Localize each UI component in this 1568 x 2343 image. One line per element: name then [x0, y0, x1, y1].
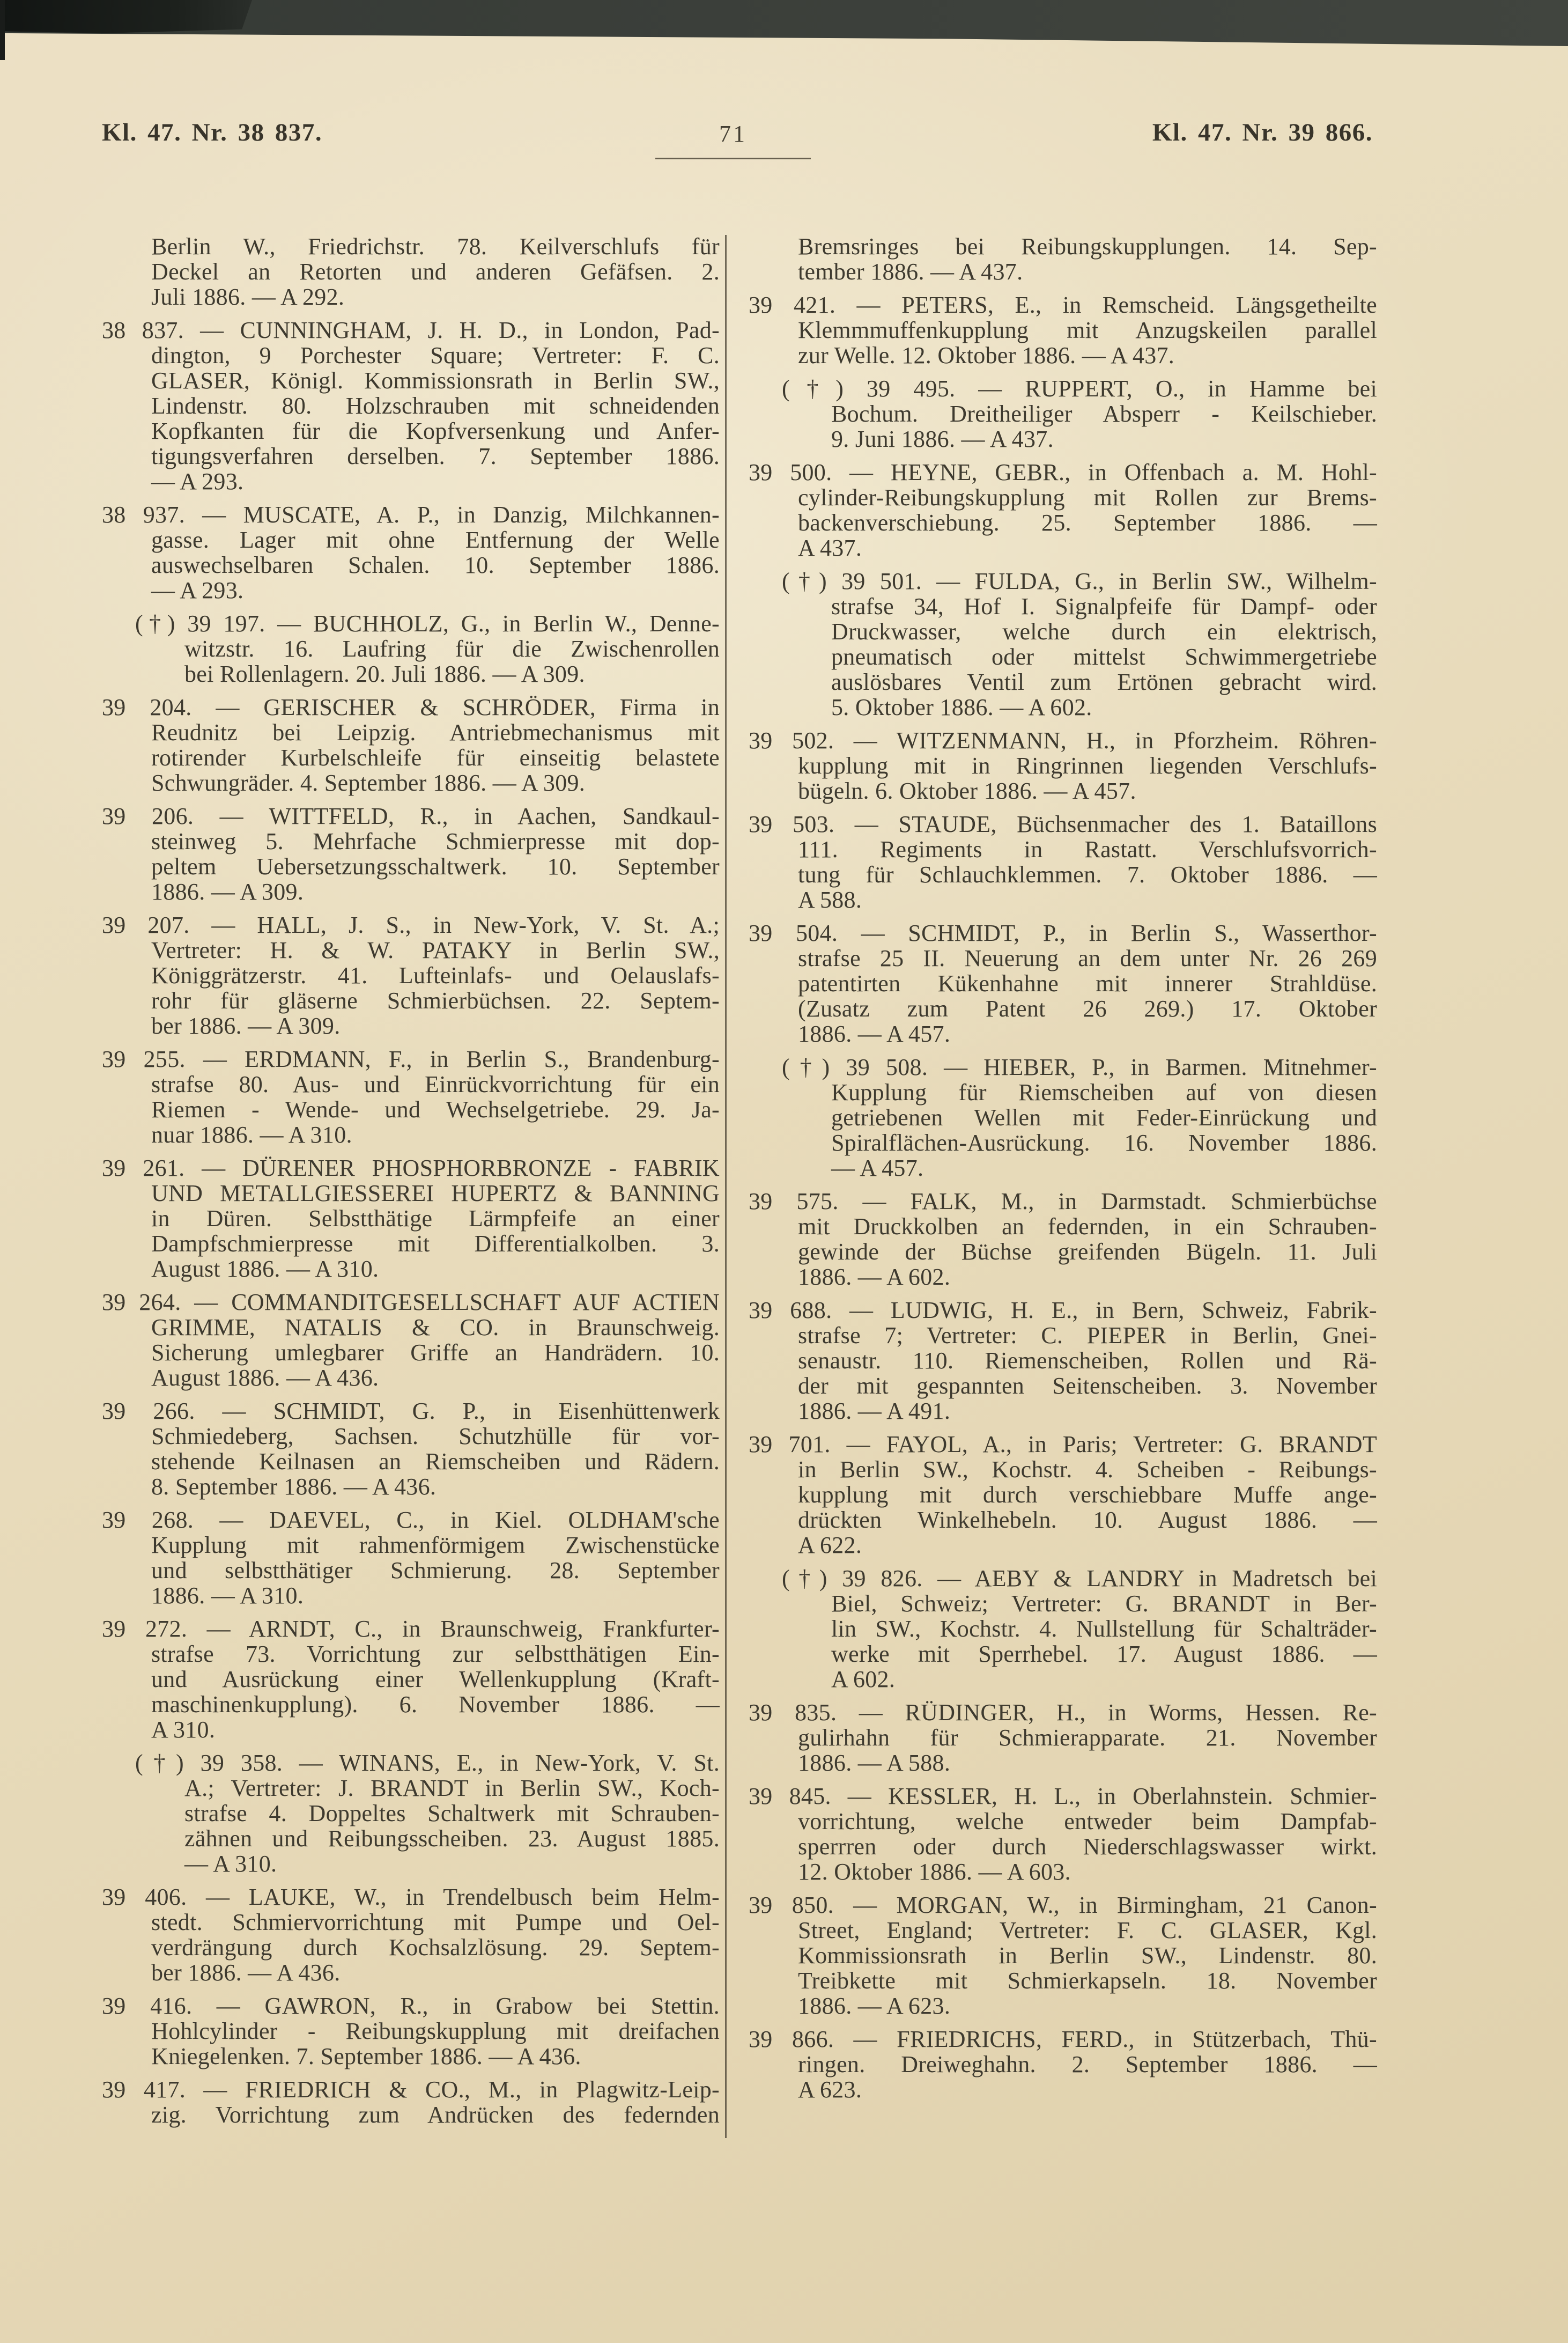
scan-background-left-edge — [0, 0, 5, 60]
entry-line: auslösbares Ventil zum Ertönen gebracht wird. — [831, 669, 1377, 695]
header-class-number-right: Kl. 47. Nr. 39 866. — [1152, 119, 1373, 146]
entry-line: steinweg 5. Mehrfache Schmierpresse mit dop- — [151, 828, 720, 854]
entry-line: rohr für gläserne Schmierbüchsen. 22. Septem- — [151, 988, 720, 1014]
entry-line: stehende Keilnasen an Riemscheiben und Rädern. — [151, 1448, 720, 1475]
entry-line: 39 502. — WITZENMANN, H., in Pforzheim. Röhren- — [749, 727, 1377, 754]
entry-line: August 1886. — A 310. — [151, 1256, 379, 1282]
patent-entry — [749, 292, 1377, 368]
patent-entry — [102, 1616, 720, 1742]
patent-entry — [749, 234, 1377, 284]
entry-line: stedt. Schmiervorrichtung mit Pumpe und Oel- — [151, 1909, 720, 1935]
entry-line: 39 835. — RÜDINGER, H., in Worms, Hessen. Re- — [749, 1699, 1377, 1726]
entry-line: Kniegelenken. 7. September 1886. — A 436. — [151, 2043, 581, 2069]
entry-line: Juli 1886. — A 292. — [151, 284, 345, 310]
patent-entry — [102, 2077, 720, 2127]
entry-line: bügeln. 6. Oktober 1886. — A 457. — [798, 778, 1136, 804]
column-divider-rule — [725, 235, 727, 2138]
entry-line: peltem Uebersetzungsschaltwerk. 10. September — [151, 853, 720, 880]
entry-line: 1886. — A 491. — [798, 1398, 951, 1424]
patent-entry — [782, 1566, 1377, 1692]
entry-line: Deckel an Retorten und anderen Gefäfsen. 2. — [151, 259, 720, 285]
entry-line: 1886. — A 588. — [798, 1750, 951, 1776]
entry-line: 39 264. — COMMANDITGESELLSCHAFT AUF ACTIEN — [102, 1289, 720, 1315]
patent-entry — [749, 728, 1377, 804]
patent-entry — [102, 1047, 720, 1147]
entry-line: A 623. — [798, 2076, 862, 2103]
entry-line: ber 1886. — A 309. — [151, 1013, 341, 1039]
entry-line: backenverschiebung. 25. September 1886. — — [798, 510, 1377, 536]
entry-line: UND METALLGIESSEREI HUPERTZ & BANNING — [151, 1180, 720, 1206]
entry-line: pneumatisch oder mittelst Schwimmergetriebe — [831, 644, 1377, 670]
header-class-number-left: Kl. 47. Nr. 38 837. — [102, 119, 323, 146]
entry-line: kupplung mit in Ringrinnen liegenden Verschlufs- — [798, 753, 1377, 779]
entry-line: der mit gespannten Seitenscheiben. 3. November — [798, 1373, 1377, 1399]
entry-line: Kupplung mit rahmenförmigem Zwischenstücke — [151, 1532, 720, 1558]
entry-line: drückten Winkelhebeln. 10. August 1886. — — [798, 1507, 1377, 1533]
patent-entry — [102, 1398, 720, 1499]
entry-line: Kopfkanten für die Kopfversenkung und Anfer- — [151, 418, 720, 444]
entry-line: auswechselbaren Schalen. 10. September 1886. — [151, 552, 720, 578]
patent-entry — [782, 376, 1377, 452]
entry-line: 39 416. — GAWRON, R., in Grabow bei Stettin. — [102, 1993, 720, 2019]
entry-line: 39 866. — FRIEDRICHS, FERD., in Stützerbach, Thü- — [749, 2026, 1377, 2052]
entry-line: Schwungräder. 4. September 1886. — A 309. — [151, 770, 586, 796]
entry-line: bei Rollenlagern. 20. Juli 1886. — A 309. — [184, 661, 585, 687]
patent-entry — [102, 502, 720, 603]
entry-line: verdrängung durch Kochsalzlösung. 29. Septem- — [151, 1934, 720, 1961]
entry-line: Spiralflächen-Ausrückung. 16. November 1886. — [831, 1130, 1377, 1156]
entry-line: zur Welle. 12. Oktober 1886. — A 437. — [798, 342, 1175, 369]
entry-line: 39 266. — SCHMIDT, G. P., in Eisenhüttenwerk — [102, 1398, 720, 1424]
patent-entry — [749, 1700, 1377, 1775]
entry-line: zähnen und Reibungsscheiben. 23. August 1885. — [184, 1825, 720, 1852]
entry-line: 38 837. — CUNNINGHAM, J. H. D., in London, Pad- — [102, 317, 720, 343]
entry-line: in Berlin SW., Kochstr. 4. Scheiben - Reibungs- — [798, 1456, 1377, 1483]
entry-line: strafse 34, Hof I. Signalpfeife für Dampf- oder — [831, 593, 1377, 620]
entry-line: GLASER, Königl. Kommissionsrath in Berlin SW., — [151, 367, 720, 394]
entry-line: tigungsverfahren derselben. 7. September 1886. — [151, 443, 720, 469]
entry-line: A.; Vertreter: J. BRANDT in Berlin SW., Koch- — [184, 1775, 720, 1801]
entry-line: getriebenen Wellen mit Feder-Einrückung und — [831, 1104, 1377, 1131]
entry-line: 5. Oktober 1886. — A 602. — [831, 694, 1092, 720]
entry-line: strafse 73. Vorrichtung zur selbstthätigen Ein- — [151, 1641, 720, 1667]
patent-entry — [135, 611, 720, 687]
entry-line: in Düren. Selbstthätige Lärmpfeife an einer — [151, 1205, 720, 1232]
patent-entry — [782, 1055, 1377, 1181]
entry-line: Kupplung für Riemscheiben auf von diesen — [831, 1079, 1377, 1106]
patent-entry — [749, 1189, 1377, 1290]
entry-line: 39 207. — HALL, J. S., in New-York, V. St. A.; — [102, 912, 720, 938]
entry-line: 39 406. — LAUKE, W., in Trendelbusch beim Helm- — [102, 1884, 720, 1910]
entry-line: 39 272. — ARNDT, C., in Braunschweig, Frankfurter- — [102, 1616, 720, 1642]
entry-line: (†) 39 197. — BUCHHOLZ, G., in Berlin W., Denne- — [135, 610, 720, 637]
entry-line: strafse 7; Vertreter: C. PIEPER in Berlin, Gnei- — [798, 1322, 1377, 1349]
page-header — [0, 110, 1568, 148]
entry-line: — A 293. — [151, 577, 244, 603]
entry-line: Hohlcylinder - Reibungskupplung mit dreifachen — [151, 2018, 720, 2044]
entry-line: 39 255. — ERDMANN, F., in Berlin S., Brandenburg- — [102, 1046, 720, 1072]
entry-line: — A 457. — [831, 1155, 924, 1181]
entry-line: und Ausrückung einer Wellenkupplung (Kraft- — [151, 1666, 720, 1692]
entry-line: senaustr. 110. Riemenscheiben, Rollen und Rä- — [798, 1347, 1377, 1374]
entry-line: Street, England; Vertreter: F. C. GLASER, Kgl. — [798, 1917, 1377, 1943]
entry-line: GRIMME, NATALIS & CO. in Braunschweig. — [151, 1314, 720, 1340]
entry-line: Druckwasser, welche durch ein elektrisch, — [831, 618, 1377, 645]
entry-line: 39 850. — MORGAN, W., in Birmingham, 21 Canon- — [749, 1892, 1377, 1918]
entry-line: 39 504. — SCHMIDT, P., in Berlin S., Wasserthor- — [749, 920, 1377, 946]
entry-line: dington, 9 Porchester Square; Vertreter: F. C. — [151, 342, 720, 369]
entry-line: Sicherung umlegbarer Griffe an Handrädern. 10. — [151, 1339, 720, 1366]
entry-line: Lindenstr. 80. Holzschrauben mit schneidenden — [151, 393, 720, 419]
entry-line: 1886. — A 623. — [798, 1993, 951, 2019]
entry-line: 1886. — A 309. — [151, 879, 304, 905]
patent-entry — [102, 912, 720, 1038]
entry-line: Kommissionsrath in Berlin SW., Lindenstr. 80. — [798, 1942, 1377, 1969]
entry-line: 39 204. — GERISCHER & SCHRÖDER, Firma in — [102, 694, 720, 720]
entry-line: 38 937. — MUSCATE, A. P., in Danzig, Milchkannen- — [102, 502, 720, 528]
page-number: 71 — [719, 121, 747, 147]
patent-entry — [782, 569, 1377, 720]
entry-line: gewinde der Büchse greifenden Bügeln. 11. Juli — [798, 1239, 1377, 1265]
patent-entry — [102, 234, 720, 310]
entry-line: strafse 80. Aus- und Einrückvorrichtung für ein — [151, 1071, 720, 1097]
patent-entry — [102, 1884, 720, 1985]
entry-line: 111. Regiments in Rastatt. Verschlufsvorrich- — [798, 836, 1377, 863]
entry-line: 12. Oktober 1886. — A 603. — [798, 1859, 1071, 1885]
entry-line: patentirten Kükenhahne mit innerer Strahldüse. — [798, 970, 1377, 997]
entry-line: strafse 4. Doppeltes Schaltwerk mit Schrauben- — [184, 1800, 720, 1826]
entry-line: werke mit Sperrhebel. 17. August 1886. — — [831, 1641, 1377, 1667]
entry-line: (†) 39 501. — FULDA, G., in Berlin SW., Wilhelm- — [782, 568, 1377, 594]
patent-entry — [749, 1432, 1377, 1558]
entry-line: A 622. — [798, 1532, 862, 1558]
entry-line: Bochum. Dreitheiliger Absperr - Keilschieber. — [831, 401, 1377, 427]
entry-line: Vertreter: H. & W. PATAKY in Berlin SW., — [151, 937, 720, 963]
entry-line: 1886. — A 602. — [798, 1264, 951, 1290]
entry-line: Berlin W., Friedrichstr. 78. Keilverschlufs für — [151, 233, 720, 260]
entry-line: mit Druckkolben an federnden, in ein Schrauben- — [798, 1213, 1377, 1240]
entry-line: ber 1886. — A 436. — [151, 1959, 341, 1986]
left-column — [102, 234, 720, 2127]
entry-line: Treibkette mit Schmierkapseln. 18. November — [798, 1968, 1377, 1994]
entry-line: und selbstthätiger Schmierung. 28. September — [151, 1557, 720, 1583]
entry-line: kupplung mit durch verschiebbare Muffe ange- — [798, 1482, 1377, 1508]
entry-line: (†) 39 358. — WINANS, E., in New-York, V. St. — [135, 1750, 720, 1776]
right-column — [749, 234, 1377, 2102]
patent-entry — [749, 1892, 1377, 2018]
entry-line: gulirhahn für Schmierapparate. 21. November — [798, 1725, 1377, 1751]
entry-line: 39 575. — FALK, M., in Darmstadt. Schmierbüchse — [749, 1188, 1377, 1214]
entry-line: A 602. — [831, 1666, 896, 1692]
entry-line: 39 503. — STAUDE, Büchsenmacher des 1. Bataillons — [749, 811, 1377, 837]
entry-line: gasse. Lager mit ohne Entfernung der Welle — [151, 527, 720, 553]
entry-line: 1886. — A 310. — [151, 1582, 304, 1609]
patent-entry — [102, 318, 720, 494]
patent-entry — [749, 920, 1377, 1047]
entry-line: ringen. Dreiweghahn. 2. September 1886. — — [798, 2051, 1377, 2077]
patent-entry — [102, 1507, 720, 1608]
entry-line: 39 261. — DÜRENER PHOSPHORBRONZE - FABRIK — [102, 1155, 720, 1181]
page-number-rule — [655, 158, 811, 159]
entry-line: vorrichtung, welche entweder beim Dampfab- — [798, 1808, 1377, 1834]
entry-line: nuar 1886. — A 310. — [151, 1122, 352, 1148]
entry-line: 1886. — A 457. — [798, 1021, 951, 1047]
entry-line: A 588. — [798, 887, 862, 913]
entry-line: 39 500. — HEYNE, GEBR., in Offenbach a. M. Hohl- — [749, 459, 1377, 485]
patent-entry — [749, 460, 1377, 561]
patent-entry — [135, 1750, 720, 1876]
entry-line: Biel, Schweiz; Vertreter: G. BRANDT in Ber- — [831, 1590, 1377, 1617]
patent-entry — [749, 2027, 1377, 2102]
entry-line: 39 206. — WITTFELD, R., in Aachen, Sandkaul- — [102, 803, 720, 829]
entry-line: (Zusatz zum Patent 26 269.) 17. Oktober — [798, 996, 1377, 1022]
patent-entry — [102, 1155, 720, 1281]
patent-entry — [102, 1290, 720, 1390]
entry-line: maschinenkupplung). 6. November 1886. — — [151, 1691, 720, 1718]
entry-line: 39 268. — DAEVEL, C., in Kiel. OLDHAM'sche — [102, 1507, 720, 1533]
entry-line: August 1886. — A 436. — [151, 1365, 379, 1391]
entry-line: witzstr. 16. Laufring für die Zwischenrollen — [184, 636, 720, 662]
entry-line: 39 701. — FAYOL, A., in Paris; Vertreter: G. BRANDT — [749, 1431, 1377, 1457]
entry-line: lin SW., Kochstr. 4. Nullstellung für Schalträder- — [831, 1616, 1377, 1642]
entry-line: 39 845. — KESSLER, H. L., in Oberlahnstein. Schmier- — [749, 1783, 1377, 1809]
entry-line: tung für Schlauchklemmen. 7. Oktober 1886. — — [798, 861, 1377, 888]
entry-line: tember 1886. — A 437. — [798, 259, 1023, 285]
entry-line: Bremsringes bei Reibungskupplungen. 14. Sep- — [798, 233, 1377, 260]
patent-entry — [749, 812, 1377, 912]
scan-background-corner — [0, 0, 252, 33]
patent-entry — [749, 1298, 1377, 1424]
entry-line: Reudnitz bei Leipzig. Antriebmechanismus mit — [151, 719, 720, 746]
entry-line: Schmiedeberg, Sachsen. Schutzhülle für vor- — [151, 1423, 720, 1449]
patent-entry — [749, 1784, 1377, 1884]
entry-line: cylinder-Reibungskupplung mit Rollen zur Brems- — [798, 484, 1377, 511]
entry-line: Dampfschmierpresse mit Differentialkolben. 3. — [151, 1231, 720, 1257]
entry-line: strafse 25 II. Neuerung an dem unter Nr. 26 269 — [798, 945, 1377, 971]
entry-line: 39 688. — LUDWIG, H. E., in Bern, Schweiz, Fabrik- — [749, 1297, 1377, 1323]
patent-entry — [102, 1993, 720, 2069]
entry-line: A 310. — [151, 1716, 216, 1743]
entry-line: (†) 39 826. — AEBY & LANDRY in Madretsch bei — [782, 1565, 1377, 1592]
entry-line: Riemen - Wende- und Wechselgetriebe. 29. Ja- — [151, 1096, 720, 1123]
entry-line: sperrren oder durch Niederschlagswasser wirkt. — [798, 1833, 1377, 1860]
entry-line: (†) 39 495. — RUPPERT, O., in Hamme bei — [782, 375, 1377, 402]
patent-entry — [102, 804, 720, 904]
entry-line: Königgrätzerstr. 41. Lufteinlafs- und Oelauslafs- — [151, 962, 720, 989]
entry-line: 8. September 1886. — A 436. — [151, 1473, 437, 1500]
entry-line: 39 417. — FRIEDRICH & CO., M., in Plagwitz-Leip- — [102, 2076, 720, 2103]
entry-line: 9. Juni 1886. — A 437. — [831, 426, 1054, 452]
patent-entry — [102, 695, 720, 795]
entry-line: (†) 39 508. — HIEBER, P., in Barmen. Mitnehmer- — [782, 1054, 1377, 1080]
entry-line: 39 421. — PETERS, E., in Remscheid. Längsgetheilte — [749, 292, 1377, 318]
entry-line: — A 310. — [184, 1851, 277, 1877]
entry-line: zig. Vorrichtung zum Andrücken des federnden — [151, 2102, 720, 2128]
entry-line: A 437. — [798, 535, 862, 561]
entry-line: Klemmmuffenkupplung mit Anzugskeilen parallel — [798, 317, 1377, 343]
entry-line: rotirender Kurbelschleife für einseitig belastete — [151, 745, 720, 771]
entry-line: — A 293. — [151, 468, 244, 495]
